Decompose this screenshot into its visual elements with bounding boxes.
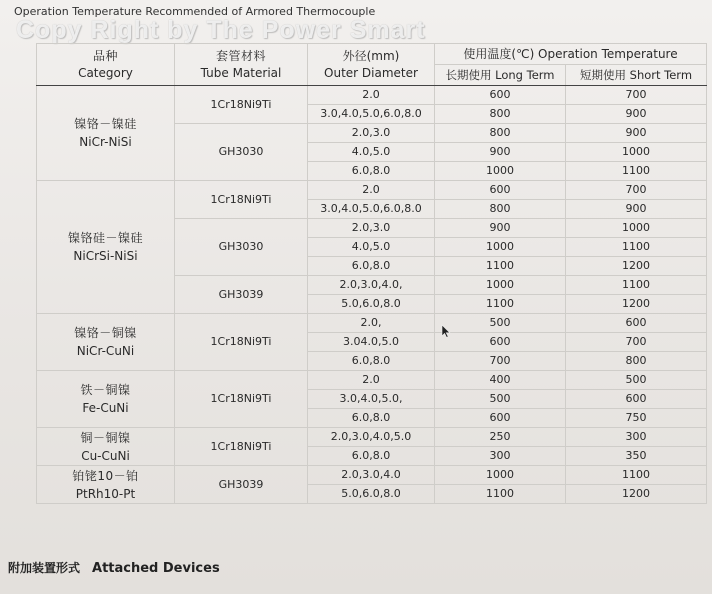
long-term-cell: 500: [435, 314, 566, 333]
header-diameter-en: Outer Diameter: [324, 65, 418, 80]
category-cell: [37, 466, 175, 504]
header-category-cn: 品种: [92, 48, 118, 63]
table-row: [37, 466, 707, 485]
long-term-cell: 250: [435, 428, 566, 447]
short-term-cell: 1100: [566, 466, 707, 485]
tube-material-cell: GH3030: [175, 124, 308, 181]
long-term-cell: 1000: [435, 276, 566, 295]
header-operation-temperature: 使用温度(℃) Operation Temperature: [435, 44, 707, 65]
category-cell: [37, 314, 175, 371]
outer-diameter-cell: 6.0,8.0: [308, 257, 435, 276]
header-tube-material: [175, 44, 308, 86]
outer-diameter-cell: 2.0,3.0: [308, 124, 435, 143]
outer-diameter-cell: 3.04.0,5.0: [308, 333, 435, 352]
short-term-cell: 900: [566, 124, 707, 143]
category-cn: 镍铬－铜镍: [74, 326, 137, 340]
header-tube-cn: 套管材料: [215, 48, 266, 63]
long-term-cell: 900: [435, 219, 566, 238]
short-term-cell: 1000: [566, 143, 707, 162]
outer-diameter-cell: 6.0,8.0: [308, 447, 435, 466]
short-term-cell: 1200: [566, 257, 707, 276]
short-term-cell: 800: [566, 352, 707, 371]
short-term-cell: 700: [566, 333, 707, 352]
tube-material-cell: 1Cr18Ni9Ti: [175, 428, 308, 466]
short-term-cell: 300: [566, 428, 707, 447]
long-term-cell: 1000: [435, 238, 566, 257]
long-term-cell: 1100: [435, 257, 566, 276]
long-term-cell: 600: [435, 86, 566, 105]
short-term-cell: 500: [566, 371, 707, 390]
long-term-cell: 1000: [435, 466, 566, 485]
outer-diameter-cell: 2.0,3.0: [308, 219, 435, 238]
short-term-cell: 600: [566, 314, 707, 333]
outer-diameter-cell: 2.0,3.0,4.0: [308, 466, 435, 485]
outer-diameter-cell: 2.0,: [308, 314, 435, 333]
outer-diameter-cell: 5.0,6.0,8.0: [308, 295, 435, 314]
tube-material-cell: 1Cr18Ni9Ti: [175, 181, 308, 219]
category-cell: [37, 181, 175, 314]
short-term-cell: 1200: [566, 485, 707, 504]
tube-material-cell: 1Cr18Ni9Ti: [175, 371, 308, 428]
long-term-cell: 900: [435, 143, 566, 162]
attached-devices-en: Attached Devices: [92, 561, 220, 576]
page-title: Operation Temperature Recommended of Armored Thermocouple: [14, 5, 376, 18]
long-term-cell: 1100: [435, 295, 566, 314]
header-category: [37, 44, 175, 86]
outer-diameter-cell: 3.0,4.0,5.0,6.0,8.0: [308, 105, 435, 124]
tube-material-cell: GH3039: [175, 466, 308, 504]
outer-diameter-cell: 6.0,8.0: [308, 352, 435, 371]
category-en: NiCr-CuNi: [76, 344, 135, 358]
short-term-cell: 1200: [566, 295, 707, 314]
category-en: NiCrSi-NiSi: [73, 249, 138, 263]
short-term-cell: 900: [566, 200, 707, 219]
category-cell: [37, 428, 175, 466]
table-row: [37, 428, 707, 447]
short-term-cell: 700: [566, 86, 707, 105]
table-header: [37, 44, 707, 86]
long-term-cell: 300: [435, 447, 566, 466]
outer-diameter-cell: 2.0,3.0,4.0,: [308, 276, 435, 295]
short-term-cell: 700: [566, 181, 707, 200]
category-cn: 铁－铜镍: [80, 383, 131, 397]
outer-diameter-cell: 4.0,5.0: [308, 143, 435, 162]
long-term-cell: 800: [435, 200, 566, 219]
long-term-cell: 600: [435, 181, 566, 200]
long-term-cell: 600: [435, 409, 566, 428]
table-body: [37, 86, 707, 504]
short-term-cell: 1000: [566, 219, 707, 238]
category-cn: 镍铬硅－镍硅: [67, 231, 143, 245]
header-long-term: 长期使用 Long Term: [435, 65, 566, 86]
category-cell: [37, 86, 175, 181]
category-cn: 镍铬－镍硅: [74, 117, 137, 131]
category-cn: 铜－铜镍: [80, 430, 131, 445]
tube-material-cell: GH3030: [175, 219, 308, 276]
tube-material-cell: 1Cr18Ni9Ti: [175, 314, 308, 371]
copyright-watermark: Copy Right by The Power Smart: [16, 16, 426, 44]
tube-material-cell: 1Cr18Ni9Ti: [175, 86, 308, 124]
category-en: NiCr-NiSi: [79, 135, 132, 149]
outer-diameter-cell: 6.0,8.0: [308, 409, 435, 428]
long-term-cell: 400: [435, 371, 566, 390]
long-term-cell: 1100: [435, 485, 566, 504]
header-outer-diameter: [308, 44, 435, 86]
outer-diameter-cell: 2.0: [308, 371, 435, 390]
short-term-cell: 1100: [566, 276, 707, 295]
attached-devices-cn: 附加装置形式: [8, 561, 81, 575]
short-term-cell: 1100: [566, 162, 707, 181]
category-en: PtRh10-Pt: [75, 486, 136, 501]
short-term-cell: 900: [566, 105, 707, 124]
outer-diameter-cell: 3.0,4.0,5.0,: [308, 390, 435, 409]
category-en: Cu-CuNi: [81, 448, 130, 463]
header-tube-en: Tube Material: [200, 65, 282, 80]
outer-diameter-cell: 3.0,4.0,5.0,6.0,8.0: [308, 200, 435, 219]
long-term-cell: 500: [435, 390, 566, 409]
short-term-cell: 350: [566, 447, 707, 466]
long-term-cell: 800: [435, 124, 566, 143]
table-row: [37, 371, 707, 390]
long-term-cell: 1000: [435, 162, 566, 181]
long-term-cell: 600: [435, 333, 566, 352]
short-term-cell: 600: [566, 390, 707, 409]
table-row: [37, 314, 707, 333]
table-row: [37, 86, 707, 105]
outer-diameter-cell: 6.0,8.0: [308, 162, 435, 181]
tube-material-cell: GH3039: [175, 276, 308, 314]
outer-diameter-cell: 4.0,5.0: [308, 238, 435, 257]
outer-diameter-cell: 2.0: [308, 86, 435, 105]
header-short-term: 短期使用 Short Term: [566, 65, 707, 86]
category-cell: [37, 371, 175, 428]
outer-diameter-cell: 5.0,6.0,8.0: [308, 485, 435, 504]
header-diameter-cn: 外径(mm): [342, 48, 400, 63]
long-term-cell: 700: [435, 352, 566, 371]
header-category-en: Category: [78, 65, 133, 80]
table-row: [37, 181, 707, 200]
category-cn: 铂铑10－铂: [72, 468, 139, 483]
long-term-cell: 800: [435, 105, 566, 124]
outer-diameter-cell: 2.0,3.0,4.0,5.0: [308, 428, 435, 447]
temperature-table: [36, 43, 707, 504]
mouse-pointer-icon: [441, 324, 451, 338]
short-term-cell: 1100: [566, 238, 707, 257]
outer-diameter-cell: 2.0: [308, 181, 435, 200]
short-term-cell: 750: [566, 409, 707, 428]
attached-devices-heading: [8, 559, 220, 576]
category-en: Fe-CuNi: [82, 401, 129, 415]
